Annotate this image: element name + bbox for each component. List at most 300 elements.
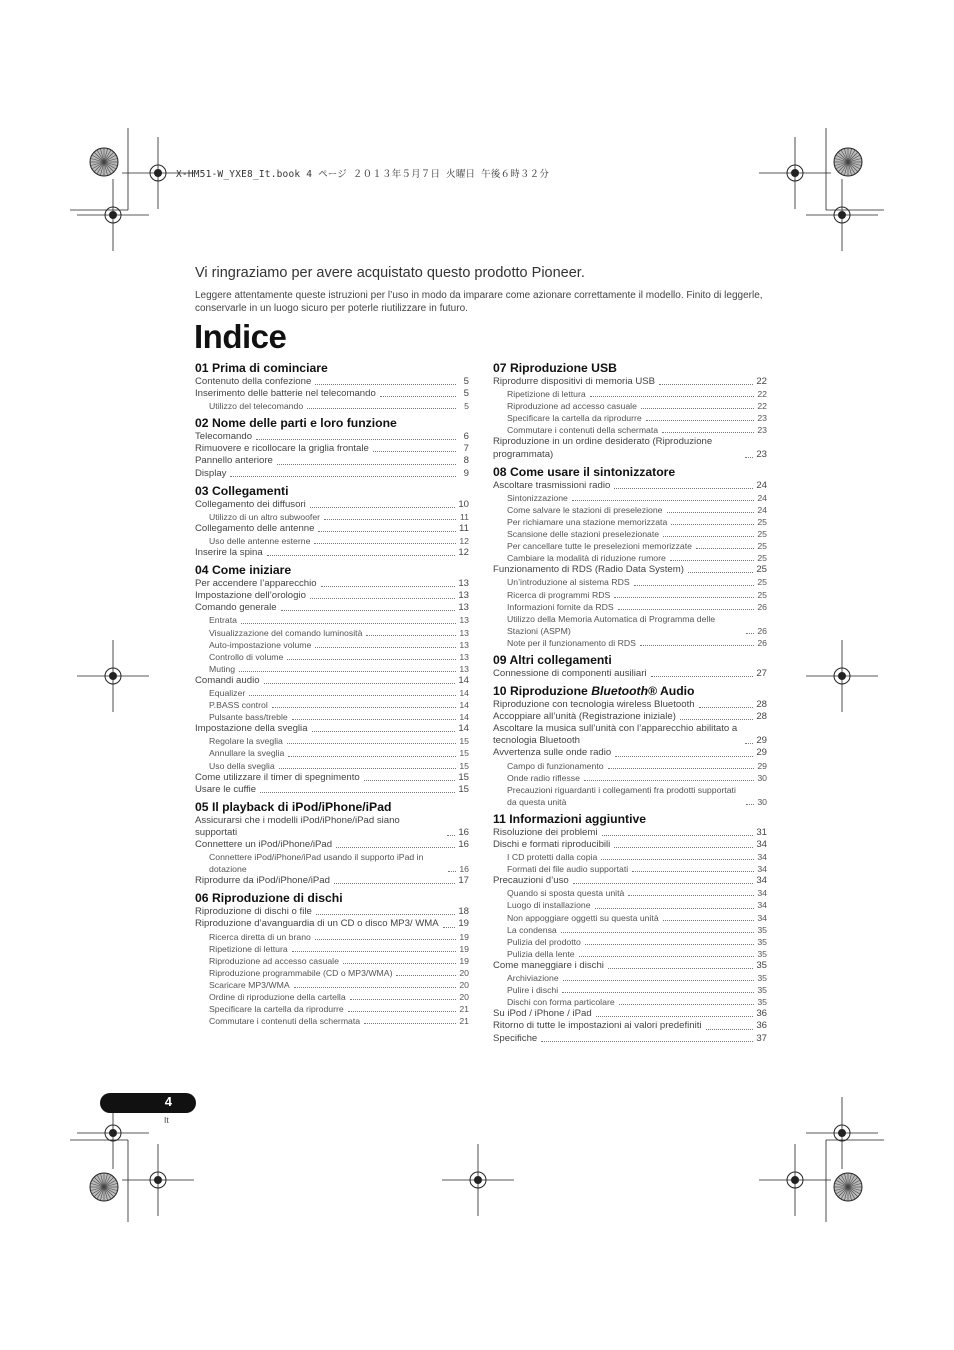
toc-entry-page: 16 — [459, 864, 469, 875]
toc-entry-page: 29 — [757, 760, 767, 771]
toc-subentry — [195, 967, 469, 979]
dot-leader — [448, 871, 456, 872]
toc-subentry — [493, 996, 767, 1008]
toc-entry-title: Onde radio riflesse — [507, 772, 580, 783]
dot-leader — [307, 408, 456, 409]
toc-entry-page: 19 — [458, 918, 469, 930]
page-title: Indice — [194, 318, 287, 355]
toc-entry-title: Come salvare le stazioni di preselezione — [507, 504, 663, 515]
toc-entry-title: Riproduzione ad accesso casuale — [209, 955, 339, 966]
toc-entry-title: Connessione di componenti ausiliari — [493, 667, 647, 679]
toc-entry-title: Per cancellare tutte le preselezioni memorizzate — [507, 541, 692, 552]
dot-leader — [336, 847, 455, 848]
toc-entry-page: 17 — [458, 875, 469, 887]
dot-leader — [615, 756, 753, 757]
toc-entry-page: 20 — [459, 967, 469, 978]
toc-entry-title: Su iPod / iPhone / iPad — [493, 1008, 592, 1020]
registration-target-dot — [791, 169, 799, 177]
toc-entry-title: Ripetizione di lettura — [507, 389, 586, 400]
toc-entry — [493, 711, 767, 723]
toc-subentry — [493, 504, 767, 516]
toc-entry-page: 5 — [464, 401, 469, 412]
toc-subentry — [195, 851, 469, 875]
toc-entry-page: 22 — [757, 401, 767, 412]
dot-leader — [343, 963, 456, 964]
toc-entry-title: Ordine di riproduzione della cartella — [209, 992, 346, 1003]
dot-leader — [241, 623, 456, 624]
toc-section — [195, 361, 469, 412]
toc-entry-page: 30 — [757, 772, 767, 783]
toc-entry-page: 36 — [756, 1008, 767, 1020]
registration-target-dot — [838, 672, 846, 680]
toc-entry-title: Ricerca di programmi RDS — [507, 589, 611, 600]
toc-subentry — [493, 863, 767, 875]
toc-subentry — [493, 899, 767, 911]
dot-leader — [662, 432, 754, 433]
toc-entry-page: 34 — [756, 875, 767, 887]
toc-entry-title: Visualizzazione del comando luminosità — [209, 627, 363, 638]
toc-entry-page: 16 — [458, 839, 469, 850]
dot-leader — [373, 451, 456, 452]
page-number-tab — [100, 1093, 196, 1113]
toc-entry-page: 13 — [458, 590, 469, 602]
dot-leader — [667, 512, 755, 513]
toc-subentry — [195, 511, 469, 523]
toc-entry — [195, 499, 469, 511]
toc-entry — [195, 443, 469, 455]
toc-section-heading: 06 Riproduzione di dischi — [195, 891, 343, 906]
toc-entry-title: Scaricare MP3/WMA — [209, 979, 290, 990]
toc-entry-title: Assicurarsi che i modelli iPod/iPhone/iPad siano supportati — [195, 814, 400, 838]
dot-leader — [640, 645, 754, 646]
toc-entry-page: 34 — [756, 839, 767, 850]
dot-leader — [745, 457, 753, 458]
toc-entry-page: 34 — [757, 864, 767, 875]
toc-entry-page: 29 — [756, 747, 767, 759]
dot-leader — [264, 683, 456, 684]
toc-entry-page: 25 — [757, 589, 767, 600]
dot-leader — [294, 987, 456, 988]
toc-entry-title: Riprodurre dispositivi di memoria USB — [493, 376, 656, 387]
toc-entry-page: 34 — [757, 900, 767, 911]
toc-subentry — [493, 492, 767, 504]
toc-subentry — [195, 711, 469, 723]
toc-entry-title: Connettere un iPod/iPhone/iPad — [195, 839, 333, 850]
print-header: X-HM51-W_YXE8_It.book 4 ページ ２０１３年５月７日 火曜日 午後６時３２分 — [176, 169, 550, 180]
toc-entry-title: Ascoltare trasmissioni radio — [493, 479, 611, 491]
toc-subentry — [195, 687, 469, 699]
toc-section-heading: 11 Informazioni aggiuntive — [493, 811, 647, 826]
toc-entry-page: 28 — [756, 699, 767, 711]
toc-subentry — [195, 955, 469, 967]
toc-subentry — [493, 589, 767, 601]
toc-entry — [493, 1008, 767, 1020]
dot-leader — [364, 1023, 456, 1024]
toc-entry-page: 30 — [757, 796, 767, 807]
toc-subentry — [493, 784, 767, 808]
toc-entry-title: Riprodurre da iPod/iPhone/iPad — [195, 875, 330, 887]
dot-leader — [563, 980, 754, 981]
toc-entry — [493, 436, 767, 460]
toc-entry-page: 14 — [459, 700, 469, 711]
toc-entry-page: 8 — [463, 455, 469, 467]
toc-section — [195, 416, 469, 479]
dot-leader — [619, 1004, 754, 1005]
toc-entry-title: Archiviazione — [507, 973, 559, 984]
toc-entry-title: Riproduzione d’avanguardia di un CD o disco MP3/ WMA — [195, 918, 439, 930]
toc-entry-page: 6 — [463, 431, 469, 443]
dot-leader — [699, 707, 754, 708]
dot-leader — [249, 695, 456, 696]
dot-leader — [287, 743, 456, 744]
toc-subentry — [493, 601, 767, 613]
toc-entry — [195, 578, 469, 590]
dot-leader — [579, 956, 754, 957]
registration-target-dot — [109, 672, 117, 680]
toc-entry-title: Come utilizzare il timer di spegnimento — [195, 771, 360, 783]
thank-you-tagline: Vi ringraziamo per avere acquistato questo prodotto Pioneer. — [195, 265, 585, 281]
toc-entry-title: P.BASS control — [209, 700, 268, 711]
toc-section-heading: 01 Prima di cominciare — [195, 361, 328, 375]
toc-entry-title: Impostazione della sveglia — [195, 723, 308, 735]
toc-entry-page: 26 — [757, 637, 767, 648]
toc-subentry — [195, 747, 469, 759]
toc-entry — [493, 960, 767, 972]
toc-entry-page: 12 — [458, 547, 469, 559]
toc-subentry — [493, 637, 767, 649]
toc-subentry — [195, 651, 469, 663]
dot-leader — [321, 586, 456, 587]
toc-entry-page: 19 — [459, 943, 469, 954]
toc-entry-title: Uso delle antenne esterne — [209, 535, 311, 546]
toc-entry-page: 35 — [757, 973, 767, 984]
dot-leader — [584, 780, 754, 781]
dot-leader — [745, 743, 753, 744]
dot-leader — [561, 932, 754, 933]
toc-entry-title: Riproduzione con tecnologia wireless Bluetooth — [493, 699, 695, 711]
toc-subentry — [195, 1015, 469, 1027]
toc-entry-title: Campo di funzionamento — [507, 760, 604, 771]
toc-entry-title: Per accendere l’apparecchio — [195, 578, 317, 590]
toc-entry — [195, 875, 469, 887]
toc-right-column — [493, 361, 767, 1045]
toc-entry-title: I CD protetti dalla copia — [507, 852, 598, 863]
toc-entry-page: 18 — [458, 906, 469, 918]
dot-leader — [614, 847, 753, 848]
toc-subentry — [493, 540, 767, 552]
toc-entry — [493, 564, 767, 576]
dot-leader — [590, 396, 754, 397]
toc-entry-title: Specifiche — [493, 1032, 538, 1044]
toc-entry-title: Equalizer — [209, 687, 246, 698]
toc-entry-title: Collegamento dei diffusori — [195, 498, 306, 510]
dot-leader — [279, 768, 456, 769]
toc-entry — [195, 547, 469, 559]
toc-entry-title: Pulire i dischi — [507, 985, 559, 996]
toc-entry — [493, 747, 767, 759]
dot-leader — [267, 555, 456, 556]
toc-entry-page: 13 — [459, 651, 469, 662]
dot-leader — [562, 992, 754, 993]
toc-entry-page: 11 — [459, 522, 469, 534]
toc-entry-page: 14 — [458, 674, 469, 686]
toc-subentry — [195, 931, 469, 943]
toc-entry-page: 35 — [757, 936, 767, 947]
toc-entry-title: Formati dei file audio supportati — [507, 864, 629, 875]
dot-leader — [348, 1011, 456, 1012]
toc-entry — [493, 480, 767, 492]
dot-leader — [318, 531, 456, 532]
toc-entry-title: Muting — [209, 663, 236, 674]
toc-entry — [195, 675, 469, 687]
toc-entry-page: 15 — [458, 783, 469, 795]
toc-entry-title: Un’introduzione al sistema RDS — [507, 577, 630, 588]
toc-entry-title: Entrata — [209, 615, 238, 626]
toc-subentry — [493, 528, 767, 540]
toc-entry — [195, 431, 469, 443]
dot-leader — [628, 895, 754, 896]
toc-entry-title: Utilizzo della Memoria Automatica di Programma delle Stazioni (ASPM) — [507, 613, 716, 636]
toc-entry-page: 5 — [463, 376, 469, 387]
toc-entry-title: Accoppiare all’unità (Registrazione iniziale) — [493, 711, 676, 723]
toc-entry-page: 7 — [463, 443, 469, 455]
toc-entry-page: 37 — [756, 1032, 767, 1044]
toc-entry — [493, 1020, 767, 1032]
toc-section-heading: 08 Come usare il sintonizzatore — [493, 464, 676, 479]
dot-leader — [366, 635, 456, 636]
dot-leader — [641, 408, 754, 409]
toc-subentry — [493, 388, 767, 400]
toc-entry-title: Ricerca diretta di un brano — [209, 931, 311, 942]
toc-entry-title: Ascoltare la musica sull’unità con l’apparecchio abilitato a tecnologia Bluetooth — [493, 723, 738, 747]
dot-leader — [671, 524, 754, 525]
dot-leader — [288, 756, 456, 757]
toc-entry-title: Usare le cuffie — [195, 783, 257, 795]
dot-leader — [608, 768, 754, 769]
toc-entry-page: 26 — [757, 601, 767, 612]
dot-leader — [281, 610, 456, 611]
dot-leader — [572, 500, 754, 501]
toc-entry-page: 31 — [756, 826, 767, 838]
dot-leader — [315, 939, 456, 940]
toc-entry — [493, 827, 767, 839]
toc-entry-title: Note per il funzionamento di RDS — [507, 637, 636, 648]
dot-leader — [663, 920, 754, 921]
toc-subentry — [493, 912, 767, 924]
dot-leader — [746, 804, 754, 805]
toc-entry-title: Funzionamento di RDS (Radio Data System) — [493, 564, 684, 576]
toc-subentry — [195, 535, 469, 547]
toc-entry-title: Riproduzione ad accesso casuale — [507, 401, 637, 412]
registration-target-dot — [838, 211, 846, 219]
registration-target-dot — [109, 211, 117, 219]
toc-entry-page: 15 — [459, 748, 469, 759]
toc-subentry — [195, 735, 469, 747]
toc-entry-page: 21 — [459, 1016, 469, 1027]
toc-entry-title: Pannello anteriore — [195, 455, 273, 467]
toc-entry-title: Comando generale — [195, 602, 277, 614]
dot-leader — [277, 464, 456, 465]
toc-entry — [195, 523, 469, 535]
toc-section — [195, 800, 469, 888]
toc-section-heading: 10 Riproduzione Bluetooth® Audio — [493, 684, 695, 699]
dot-leader — [670, 560, 754, 561]
dot-leader — [573, 883, 754, 884]
toc-section-heading: 05 Il playback di iPod/iPhone/iPad — [195, 799, 392, 814]
toc-entry-title: Connettere iPod/iPhone/iPad usando il supporto iPad in dotazione — [209, 852, 424, 875]
dot-leader — [688, 572, 753, 573]
toc-entry-page: 36 — [756, 1020, 767, 1032]
toc-left-column — [195, 361, 469, 1027]
toc-entry-page: 12 — [459, 535, 469, 546]
toc-entry-page: 35 — [757, 948, 767, 959]
toc-subentry — [195, 991, 469, 1003]
toc-subentry — [493, 760, 767, 772]
toc-subentry — [195, 663, 469, 675]
toc-entry-page: 25 — [757, 541, 767, 552]
toc-entry-title: Collegamento delle antenne — [195, 522, 315, 534]
toc-section — [493, 653, 767, 680]
toc-entry-title: Precauzioni riguardanti i collegamenti fra prodotti supportati da questa unità — [507, 784, 736, 807]
toc-entry-title: La condensa — [507, 924, 557, 935]
toc-entry-title: Auto-impostazione volume — [209, 639, 312, 650]
toc-entry-page: 15 — [459, 760, 469, 771]
dot-leader — [380, 396, 456, 397]
dot-leader — [646, 420, 754, 421]
toc-entry-title: Commutare i contenuti della schermata — [209, 1016, 361, 1027]
toc-entry-title: Inserire la spina — [195, 547, 263, 559]
toc-subentry — [493, 887, 767, 899]
dot-leader — [585, 944, 754, 945]
toc-subentry — [493, 516, 767, 528]
toc-entry-title: Pulizia del prodotto — [507, 936, 581, 947]
dot-leader — [596, 1016, 754, 1017]
dot-leader — [602, 835, 754, 836]
toc-entry — [493, 376, 767, 388]
dot-leader — [256, 439, 456, 440]
dot-leader — [316, 914, 456, 915]
registration-target-dot — [109, 1129, 117, 1137]
toc-section — [493, 812, 767, 1045]
toc-subentry — [493, 972, 767, 984]
toc-entry-page: 25 — [757, 577, 767, 588]
dot-leader — [350, 999, 456, 1000]
toc-entry — [195, 376, 469, 388]
toc-entry-title: Controllo di volume — [209, 651, 284, 662]
dot-leader — [632, 871, 754, 872]
toc-entry — [493, 723, 767, 747]
toc-entry — [195, 784, 469, 796]
toc-entry-title: Telecomando — [195, 431, 253, 443]
dot-leader — [746, 633, 754, 634]
toc-entry-page: 34 — [757, 852, 767, 863]
toc-section-heading: 02 Nome delle parti e loro funzione — [195, 416, 397, 431]
toc-subentry — [493, 936, 767, 948]
toc-entry — [195, 772, 469, 784]
toc-entry-page: 20 — [459, 979, 469, 990]
toc-entry-page: 13 — [458, 602, 469, 614]
toc-entry-page: 15 — [459, 736, 469, 747]
dot-leader — [396, 975, 456, 976]
toc-section-heading: 04 Come iniziare — [195, 563, 292, 578]
toc-entry-page: 24 — [757, 504, 767, 515]
toc-entry — [195, 723, 469, 735]
toc-entry-page: 9 — [463, 467, 469, 479]
dot-leader — [310, 507, 456, 508]
toc-entry-page: 27 — [756, 667, 767, 679]
toc-entry-title: Specificare la cartella da riprodurre — [209, 1004, 344, 1015]
toc-entry-title: Display — [195, 467, 227, 479]
toc-entry-page: 14 — [458, 723, 469, 735]
toc-entry-title: Pulizia della lente — [507, 948, 575, 959]
dot-leader — [312, 731, 456, 732]
dot-leader — [608, 968, 753, 969]
toc-entry-page: 20 — [459, 992, 469, 1003]
dot-leader — [541, 1041, 753, 1042]
dot-leader — [595, 908, 754, 909]
toc-subentry — [493, 851, 767, 863]
toc-entry-page: 19 — [459, 931, 469, 942]
dot-leader — [364, 780, 456, 781]
toc-entry-title: Riproduzione di dischi o file — [195, 906, 312, 918]
dot-leader — [680, 719, 753, 720]
toc-entry — [493, 1033, 767, 1045]
toc-entry-title: Contenuto della confezione — [195, 376, 312, 387]
toc-entry-page: 14 — [459, 712, 469, 723]
toc-entry-title: Sintonizzazione — [507, 492, 568, 503]
toc-entry-page: 34 — [757, 888, 767, 899]
toc-entry-page: 13 — [458, 578, 469, 590]
toc-entry-title: Avvertenza sulle onde radio — [493, 747, 612, 759]
toc-entry-page: 25 — [757, 529, 767, 540]
toc-entry-title: Specificare la cartella da riprodurre — [507, 413, 642, 424]
toc-section-heading: 07 Riproduzione USB — [493, 361, 617, 375]
toc-entry-page: 23 — [756, 448, 767, 460]
toc-entry-page: 35 — [756, 959, 767, 971]
toc-entry-page: 13 — [459, 639, 469, 650]
toc-entry-page: 15 — [458, 771, 469, 783]
dot-leader — [230, 476, 456, 477]
toc-entry-title: Come maneggiare i dischi — [493, 959, 604, 971]
toc-subentry — [195, 1003, 469, 1015]
toc-entry-title: Risoluzione dei problemi — [493, 826, 598, 838]
page-number: 4 — [164, 1094, 172, 1109]
dot-leader — [614, 597, 754, 598]
toc-entry-title: Riproduzione in un ordine desiderato (Riproduzione programmata) — [493, 436, 713, 460]
toc-subentry — [493, 576, 767, 588]
toc-entry-page: 25 — [757, 553, 767, 564]
toc-entry-page: 5 — [463, 388, 469, 400]
registration-target-dot — [791, 1176, 799, 1184]
toc-entry-title: Ripetizione di lettura — [209, 943, 288, 954]
toc-entry-page: 10 — [458, 498, 469, 510]
toc-entry-title: Quando si sposta questa unità — [507, 888, 625, 899]
toc-entry-page: 35 — [757, 924, 767, 935]
dot-leader — [315, 647, 456, 648]
toc-entry-title: Dischi con forma particolare — [507, 997, 615, 1008]
dot-leader — [651, 676, 754, 677]
toc-entry-title: Precauzioni d’uso — [493, 875, 569, 887]
toc-entry — [195, 906, 469, 918]
toc-entry-title: Comandi audio — [195, 674, 260, 686]
toc-entry-page: 22 — [757, 389, 767, 400]
dot-leader — [239, 671, 456, 672]
toc-entry-page: 24 — [756, 479, 767, 491]
toc-entry-page: 23 — [757, 425, 767, 436]
toc-entry-title: Scansione delle stazioni preselezionate — [507, 529, 660, 540]
dot-leader — [663, 536, 754, 537]
toc-section — [195, 563, 469, 796]
